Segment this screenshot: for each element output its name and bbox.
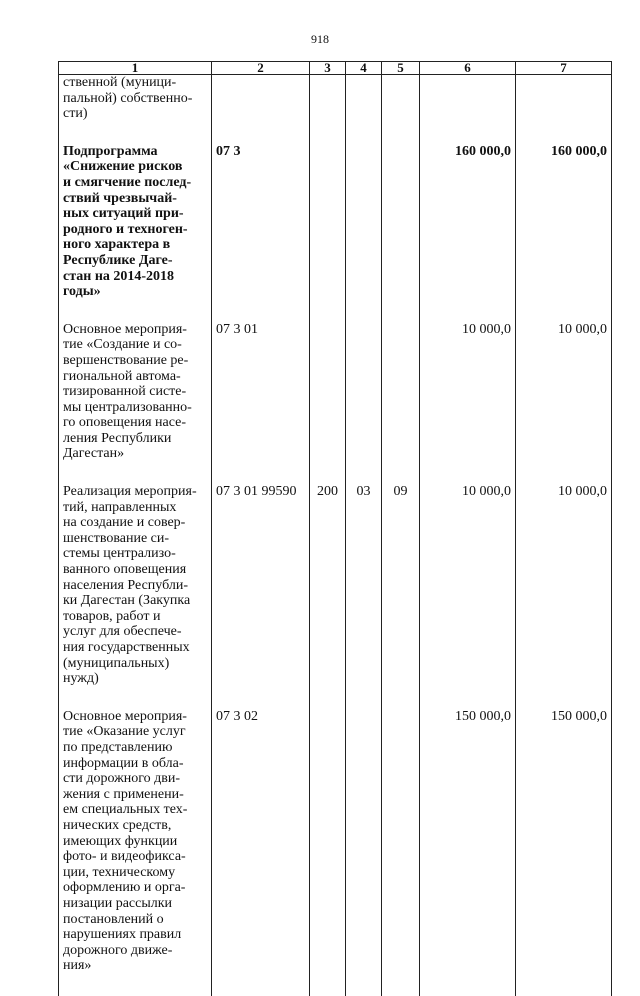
row-name: ственной (муници- пальной) собственно- сти)	[63, 75, 193, 122]
col-header-3: 3	[310, 62, 346, 75]
row-col6: 160 000,0	[455, 143, 511, 159]
row-col7: 10 000,0	[558, 484, 607, 500]
row-col6: 10 000,0	[462, 484, 511, 500]
row-col7: 160 000,0	[551, 143, 607, 159]
row-col5: 09	[393, 484, 408, 500]
col-header-7: 7	[516, 62, 612, 75]
row-code: 07 3 02	[216, 708, 258, 724]
col-header-1: 1	[59, 62, 212, 75]
row-name: Основное мероприя- тие «Оказание услуг по представлению информации в обла- сти дорожного дви- жения с применени- ем специальных тех- нических средств, имеющих функции фото- и видеофикса- ции, техническому оформлению и орга- низации рассылки постановлений о нарушениях правил дорожного движе- ния»	[63, 708, 188, 974]
row-col4: 03	[356, 484, 371, 500]
col-header-6: 6	[420, 62, 516, 75]
col-header-4: 4	[346, 62, 382, 75]
table-row	[59, 709, 612, 974]
col-header-5: 5	[382, 62, 420, 75]
row-col6: 10 000,0	[462, 321, 511, 337]
row-code: 07 3	[216, 143, 241, 159]
page-number: 918	[311, 32, 329, 46]
row-col3: 200	[317, 484, 338, 500]
budget-table	[58, 61, 612, 996]
row-code: 07 3 01	[216, 321, 258, 337]
header-row	[59, 62, 612, 75]
row-name: Реализация мероприя- тий, направленных на создание и совер- шенствование си- стемы централизо- ванного оповещения населения Республи- ки Дагестан (Закупка товаров, работ и услуг для обеспече- ния государственных (муниципальных) нужд)	[63, 484, 197, 687]
row-col7: 10 000,0	[558, 321, 607, 337]
col-header-2: 2	[212, 62, 310, 75]
row-col6: 150 000,0	[455, 708, 511, 724]
table-row	[59, 144, 612, 300]
row-code: 07 3 01 99590	[216, 484, 297, 500]
row-col7: 150 000,0	[551, 708, 607, 724]
table-row	[59, 322, 612, 462]
row-name: Подпрограмма «Снижение рисков и смягчение послед- ствий чрезвычай- ных ситуаций при- родного и техноген- ного характера в Республике Даге- стан на 2014-2018 годы»	[63, 143, 192, 300]
table-row	[59, 484, 612, 687]
row-name: Основное мероприя- тие «Создание и со- вершенствование ре- гиональной автома- тизированной систе- мы централизованно- го оповещения насе- ления Республики Дагестан»	[63, 321, 192, 462]
table-row	[59, 75, 612, 122]
